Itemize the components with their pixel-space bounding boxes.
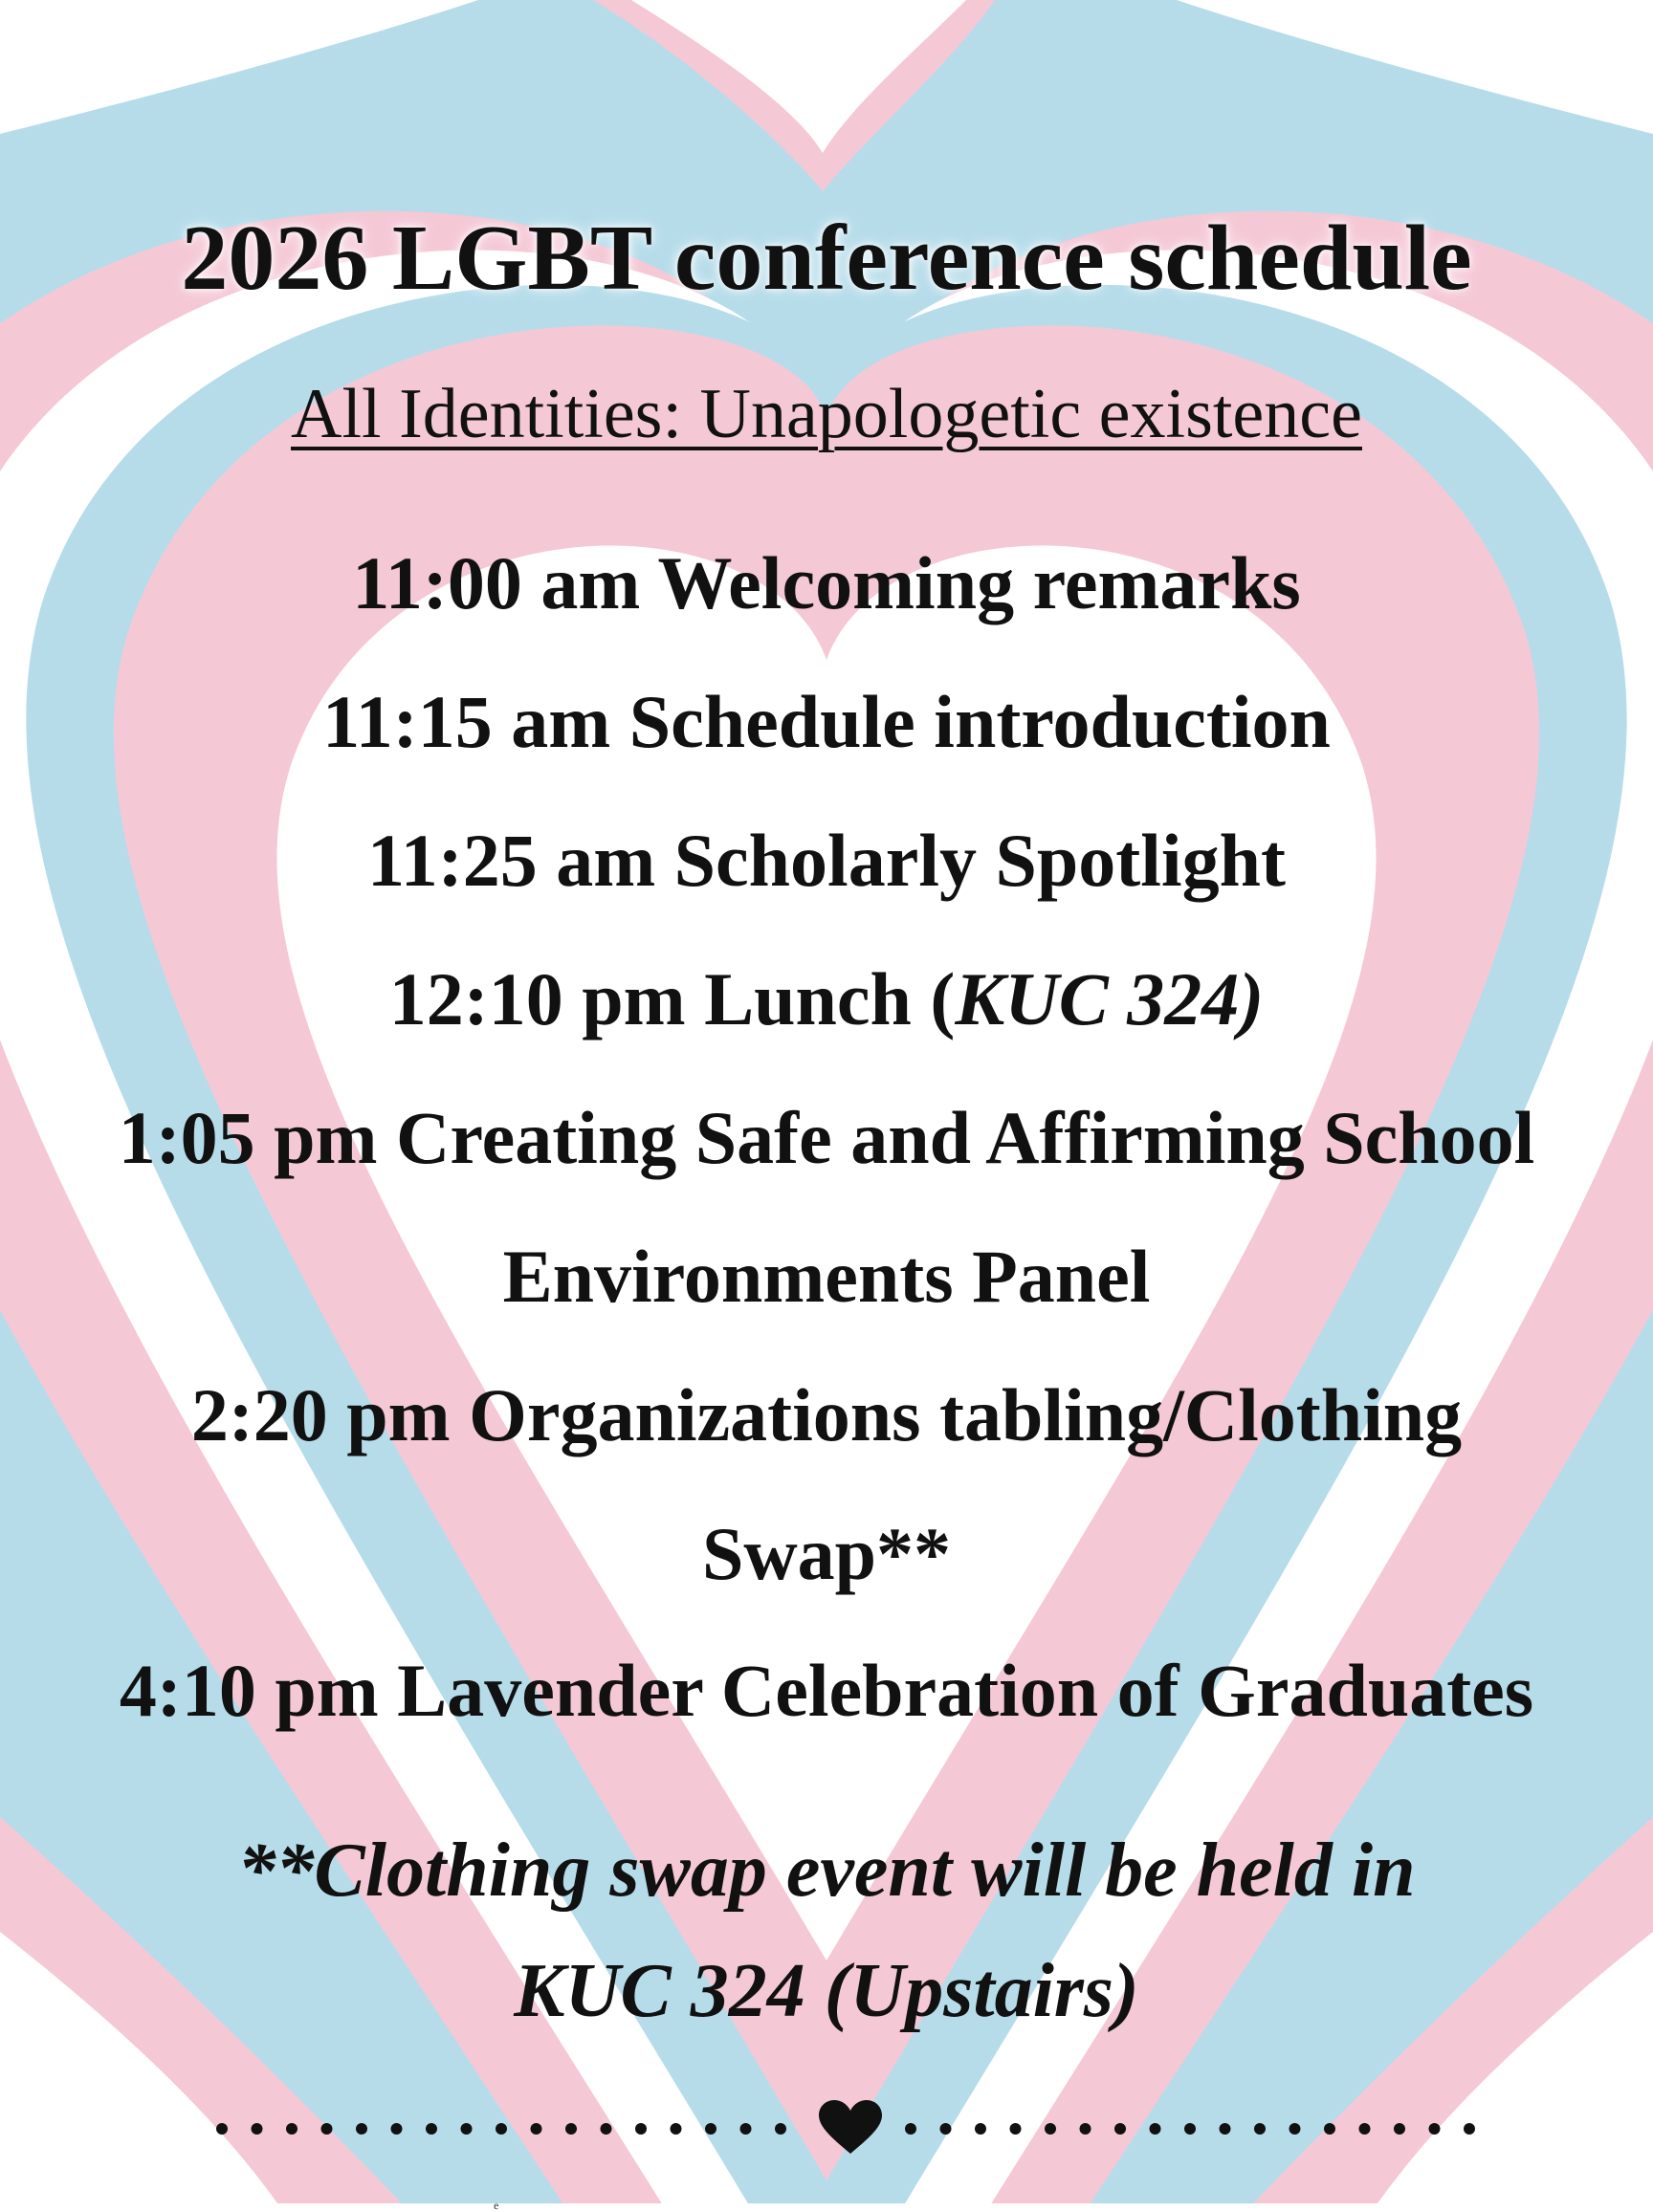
divider-dot [286, 2123, 298, 2135]
divider-dot [1045, 2123, 1056, 2135]
schedule-item-tabling-line1: 2:20 pm Organizations tabling/Clothing [190, 1373, 1463, 1456]
lunch-room: KUC 324) [955, 957, 1265, 1040]
clothing-swap-note-line1: **Clothing swap event will be held in [237, 1829, 1416, 1913]
schedule-item-spotlight: 11:25 am Scholarly Spotlight [367, 819, 1286, 902]
divider-dots-right [905, 2123, 1475, 2135]
divider-dot [635, 2123, 647, 2135]
schedule-item-panel-line1: 1:05 pm Creating Safe and Affirming School [118, 1096, 1535, 1179]
footer-mark: e [494, 2199, 499, 2212]
divider-dot [426, 2123, 437, 2135]
divider-dot [216, 2123, 228, 2135]
divider-dots-left [216, 2123, 786, 2135]
schedule-item-welcome: 11:00 am Welcoming remarks [352, 541, 1301, 624]
schedule-item-lavender: 4:10 pm Lavender Celebration of Graduates [119, 1649, 1534, 1732]
divider-dot [1220, 2123, 1231, 2135]
heart-icon [819, 2100, 882, 2154]
schedule-item-panel-line2: Environments Panel [502, 1235, 1151, 1318]
divider-dot [975, 2123, 986, 2135]
divider-dot [531, 2123, 542, 2135]
divider-dot [1150, 2123, 1161, 2135]
divider-dot [671, 2123, 682, 2135]
schedule-item-lunch [0, 947, 1653, 1052]
divider-dot [905, 2123, 916, 2135]
clothing-swap-note-line2: KUC 324 (Upstairs) [514, 1949, 1139, 2033]
divider-dot [1184, 2123, 1196, 2135]
page-title: 2026 LGBT conference schedule [181, 207, 1472, 310]
divider-dot [1080, 2123, 1091, 2135]
divider-dot [1429, 2123, 1441, 2135]
divider-dot [461, 2123, 473, 2135]
schedule-item-tabling-line2: Swap** [701, 1512, 952, 1595]
divider-dot [321, 2123, 333, 2135]
subtitle: All Identities: Unapologetic existence [291, 375, 1362, 453]
divider-dot [740, 2123, 752, 2135]
divider-dot [391, 2123, 403, 2135]
divider-dot [1010, 2123, 1022, 2135]
divider-dot [705, 2123, 716, 2135]
divider-dot [1254, 2123, 1266, 2135]
divider-dot [1464, 2123, 1475, 2135]
divider-dot [1289, 2123, 1301, 2135]
divider-dot [252, 2123, 263, 2135]
divider-dot [496, 2123, 507, 2135]
dotted-heart-divider [0, 2091, 1653, 2167]
divider-dot [940, 2123, 952, 2135]
divider-dot [601, 2123, 612, 2135]
divider-dot [1359, 2123, 1371, 2135]
divider-dot [1324, 2123, 1335, 2135]
divider-dot [1394, 2123, 1405, 2135]
divider-dot [565, 2123, 577, 2135]
divider-dot [356, 2123, 367, 2135]
schedule-item-introduction: 11:15 am Schedule introduction [322, 680, 1331, 763]
lunch-label: 12:10 pm Lunch ( [388, 957, 956, 1040]
divider-dot [775, 2123, 786, 2135]
divider-dot [1114, 2123, 1126, 2135]
